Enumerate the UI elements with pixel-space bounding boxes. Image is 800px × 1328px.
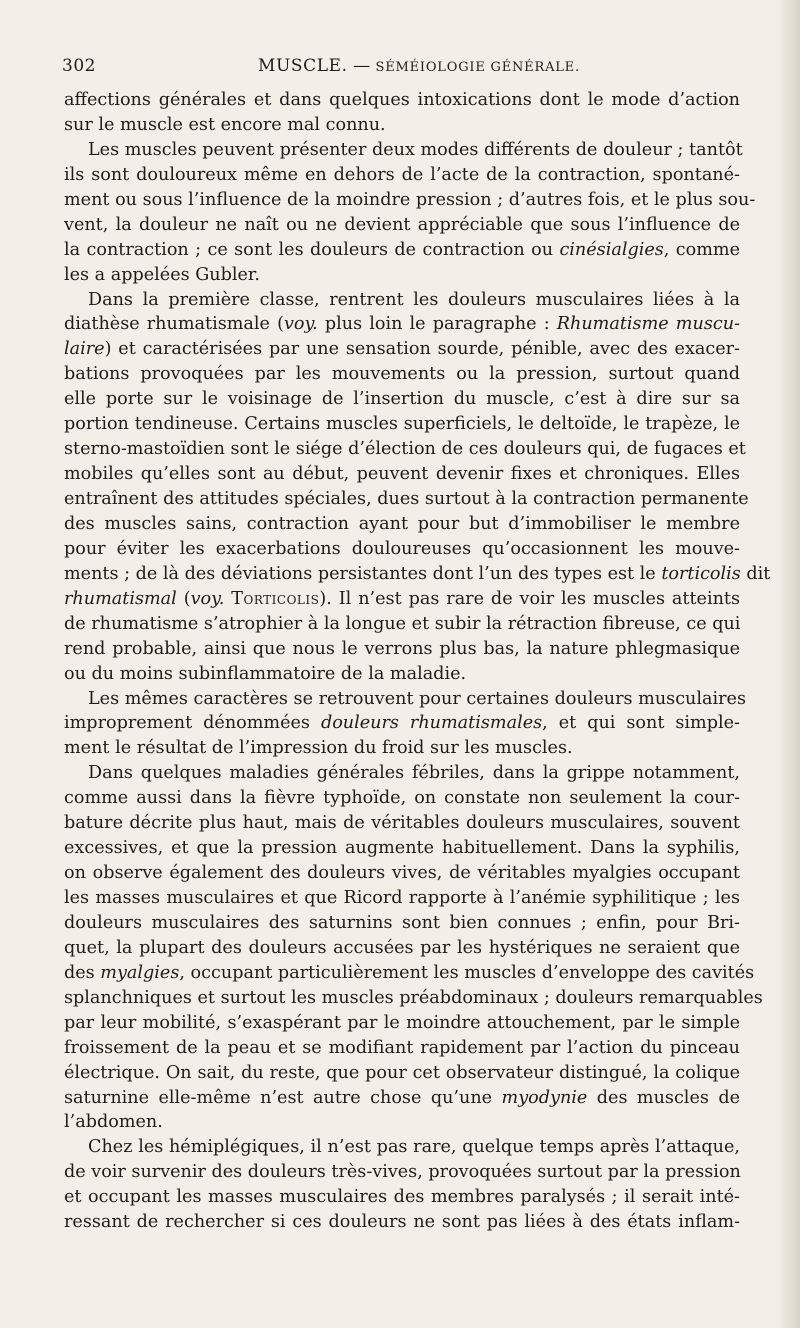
text-segment: Dans quelques maladies générales fébriles, dans la grippe notamment, <box>88 763 740 784</box>
text-line <box>64 1160 740 1185</box>
text-line <box>64 761 740 786</box>
text-segment: ils sont douloureux même en dehors de l’acte de la contraction, spontané- <box>64 164 740 185</box>
italic-text: cinésialgies <box>559 239 664 260</box>
text-segment: ). Il n’est pas rare de voir les muscles atteints <box>319 588 740 609</box>
text-segment: splanchniques et surtout les muscles préabdominaux ; douleurs remarquables <box>64 987 763 1008</box>
text-line <box>64 986 763 1011</box>
text-line <box>64 437 746 462</box>
text-segment: sur le muscle est encore mal connu. <box>64 114 386 135</box>
text-segment: vent, la douleur ne naît ou ne devient appréciable que sous l’influence de <box>64 214 740 235</box>
running-header <box>62 56 742 84</box>
text-line <box>64 861 740 886</box>
text-segment: sterno-mastoïdien sont le siége d’élection de ces douleurs qui, de fugaces et <box>64 439 746 460</box>
body-text <box>64 88 771 1235</box>
text-segment: dit <box>740 563 771 584</box>
text-segment: les masses musculaires et que Ricord rapporte à l’anémie syphilitique ; les <box>64 888 740 908</box>
text-segment: , occupant particulièrement les muscles d’enveloppe des cavités <box>179 962 755 983</box>
italic-text: douleurs rhumatismales <box>320 713 543 734</box>
text-segment: Les mêmes caractères se retrouvent pour certaines douleurs musculaires <box>88 688 746 709</box>
text-line <box>64 88 740 113</box>
text-line <box>64 537 740 562</box>
title-separator: — <box>353 56 371 76</box>
text-segment: Dans la première classe, rentrent les douleurs musculaires liées à la <box>88 289 740 310</box>
text-line <box>64 312 740 337</box>
text-segment: , et qui sont simple- <box>542 713 740 734</box>
text-line <box>64 711 740 736</box>
text-segment: entraînent des attitudes spéciales, dues surtout à la contraction permanente <box>64 489 749 509</box>
text-line <box>64 1210 740 1235</box>
text-line <box>64 911 740 936</box>
text-line <box>64 337 740 362</box>
text-segment: on observe également des douleurs vives, de véritables myalgies occupant <box>64 863 740 884</box>
text-segment: bations provoquées par les mouvements ou la pression, surtout quand <box>64 364 740 385</box>
italic-text: myodynie <box>501 1087 588 1108</box>
italic-text: laire <box>64 339 105 360</box>
text-segment: , comme <box>663 239 740 260</box>
text-line <box>64 1011 740 1036</box>
text-segment: ressant de rechercher si ces douleurs ne sont pas liées à des états inflam- <box>64 1212 740 1233</box>
small-caps-text: Torticolis <box>231 588 320 609</box>
text-segment: mobiles qu’elles sont au début, peuvent devenir fixes et chroniques. Elles <box>64 464 740 485</box>
text-segment: des <box>64 962 101 983</box>
text-segment: ments ; de là des déviations persistantes dont l’un des types est le <box>64 563 662 584</box>
text-segment: ) et caractérisées par une sensation sourde, pénible, avec des exacer- <box>104 339 740 360</box>
text-segment: affections générales et dans quelques intoxications dont le mode d’action <box>64 90 740 110</box>
text-segment: la contraction ; ce sont les douleurs de contraction ou <box>64 239 560 260</box>
text-line <box>64 612 740 637</box>
section-subtitle: SÉMÉIOLOGIE GÉNÉRALE. <box>375 60 580 75</box>
italic-text: voy. <box>283 314 318 335</box>
text-line <box>64 836 740 861</box>
text-line <box>64 238 740 263</box>
text-line <box>64 961 755 986</box>
text-segment: et occupant les masses musculaires des membres paralysés ; il serait inté- <box>64 1187 740 1208</box>
text-line <box>64 263 740 288</box>
text-line <box>64 1110 740 1135</box>
text-line <box>64 1086 740 1111</box>
running-title <box>258 56 580 76</box>
text-segment: comme aussi dans la fièvre typhoïde, on constate non seulement la cour- <box>64 788 740 809</box>
text-line <box>64 163 740 188</box>
text-segment: des muscles de <box>587 1087 740 1108</box>
text-line <box>64 387 740 412</box>
text-line <box>64 462 740 487</box>
text-segment: improprement dénommées <box>64 713 321 734</box>
text-segment: Les muscles peuvent présenter deux modes différents de douleur ; tantôt <box>88 139 743 160</box>
text-segment: ( <box>176 588 191 609</box>
text-line <box>64 936 740 961</box>
text-segment: l’abdomen. <box>64 1112 163 1133</box>
text-line <box>64 687 746 712</box>
text-line <box>64 412 740 437</box>
text-line <box>64 1061 740 1086</box>
text-line <box>64 811 740 836</box>
text-segment: quet, la plupart des douleurs accusées par les hystériques ne seraient que <box>64 937 740 958</box>
text-segment: saturnine elle-même n’est autre chose qu’une <box>64 1087 502 1108</box>
text-line <box>64 1135 740 1160</box>
text-line <box>64 587 740 612</box>
italic-text: rhumatismal <box>64 588 177 609</box>
section-title: MUSCLE. <box>258 56 348 76</box>
italic-text: voy. <box>190 588 225 609</box>
text-segment: Chez les hémiplégiques, il n’est pas rare, quelque temps après l’attaque, <box>88 1137 740 1158</box>
text-line <box>64 562 771 587</box>
text-segment: froissement de la peau et se modifiant rapidement par l’action du pinceau <box>64 1037 740 1058</box>
text-line <box>64 188 756 213</box>
italic-text: torticolis <box>661 563 741 584</box>
text-line <box>64 213 740 238</box>
text-segment: bature décrite plus haut, mais de véritables douleurs musculaires, souvent <box>64 813 740 834</box>
text-segment: de rhumatisme s’atrophier à la longue et subir la rétraction fibreuse, ce qui <box>64 613 741 634</box>
text-line <box>64 736 740 761</box>
text-line <box>64 512 740 537</box>
text-line <box>64 288 740 313</box>
text-segment: des muscles sains, contraction ayant pour but d’immobiliser le membre <box>64 513 740 534</box>
text-line <box>64 1185 740 1210</box>
italic-text: Rhumatisme muscu- <box>556 314 740 335</box>
text-line <box>64 362 740 387</box>
text-line <box>64 1036 740 1061</box>
text-segment: ment le résultat de l’impression du froid sur les muscles. <box>64 738 573 759</box>
text-line <box>64 138 743 163</box>
text-segment: les a appelées Gubler. <box>64 264 260 285</box>
text-segment: portion tendineuse. Certains muscles superficiels, le deltoïde, le trapèze, le <box>64 414 740 435</box>
text-segment: de voir survenir des douleurs très-vives, provoquées surtout par la pression <box>64 1162 741 1183</box>
text-segment: excessives, et que la pression augmente habituellement. Dans la syphilis, <box>64 838 740 859</box>
text-segment: électrique. On sait, du reste, que pour cet observateur distingué, la colique <box>64 1062 740 1083</box>
text-segment: ou du moins subinflammatoire de la maladie. <box>64 663 467 684</box>
text-segment: ment ou sous l’influence de la moindre pression ; d’autres fois, et le plus sou- <box>64 189 756 210</box>
text-line <box>64 886 740 911</box>
text-segment: douleurs musculaires des saturnins sont bien connues ; enfin, pour Bri- <box>64 912 740 933</box>
page-number: 302 <box>62 56 96 76</box>
text-line <box>64 786 740 811</box>
text-segment: par leur mobilité, s’exaspérant par le moindre attouchement, par le simple <box>64 1012 740 1033</box>
text-line <box>64 637 740 662</box>
text-segment: rend probable, ainsi que nous le verrons plus bas, la nature phlegmasique <box>64 638 740 659</box>
text-line <box>64 113 740 138</box>
text-segment: diathèse rhumatismale ( <box>64 314 284 335</box>
text-segment: elle porte sur le voisinage de l’insertion du muscle, c’est à dire sur sa <box>64 389 740 410</box>
text-segment: pour éviter les exacerbations douloureuses qu’occasionnent les mouve- <box>64 538 740 559</box>
text-segment: plus loin le paragraphe : <box>317 314 557 335</box>
text-line <box>64 487 749 512</box>
italic-text: myalgies <box>100 962 180 983</box>
text-line <box>64 662 740 687</box>
